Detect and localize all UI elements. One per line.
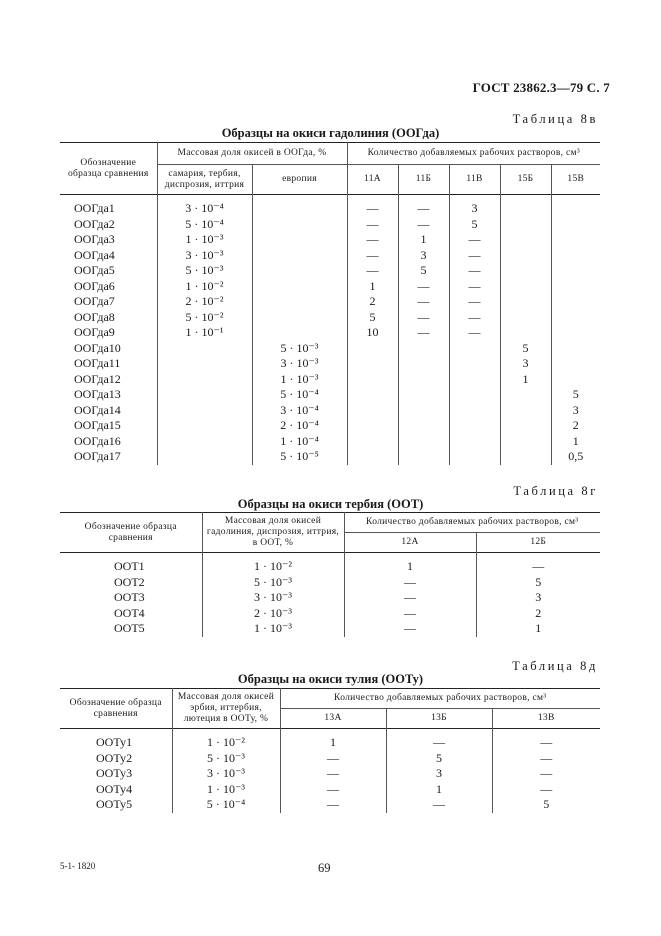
value-cell: 1 · 10⁻² [157,279,252,295]
sample-name-cell: ООГда4 [74,247,115,262]
value-cell [500,387,551,403]
table-row [60,310,600,326]
value-cell: 5 [500,341,551,357]
value-cell [500,325,551,341]
value-cell [398,449,449,465]
sample-name-cell: ООГда7 [74,294,115,308]
value-cell: 3 · 10⁻⁴ [157,201,252,217]
value-cell: 3 [500,356,551,372]
value-cell: 0,5 [551,449,600,465]
value-cell: — [476,559,600,575]
value-cell: 1 · 10⁻³ [202,621,344,637]
table-row [60,797,600,813]
value-cell [347,449,398,465]
sample-name-cell: ООТ2 [114,574,145,589]
table-8d-label: Таблица 8д [512,659,598,673]
col-head-solution: 12Б [476,533,600,553]
value-cell [157,372,252,388]
value-cell [551,310,600,326]
table-row [60,403,600,419]
value-cell: — [449,294,500,310]
value-cell: 1 [386,782,492,798]
value-cell: 3 · 10⁻³ [157,248,252,264]
value-cell [449,341,500,357]
value-cell [252,325,347,341]
table-row [60,434,600,450]
value-cell: — [280,766,386,782]
value-cell [347,418,398,434]
col-head-qty: Количество добавляемых рабочих растворов, см³ [347,143,600,165]
value-cell [551,294,600,310]
value-cell [157,387,252,403]
value-cell: 1 [500,372,551,388]
value-cell [398,356,449,372]
value-cell [252,294,347,310]
col-head-name: Обозначение образца сравнения [69,697,162,719]
table-row [60,232,600,248]
value-cell: 3 · 10⁻³ [252,356,347,372]
sample-name-cell: ООГда6 [74,278,115,293]
table-8d [60,688,600,813]
table-row [60,782,600,798]
value-cell [398,372,449,388]
value-cell: 5 · 10⁻³ [172,751,280,767]
value-cell: 1 [280,735,386,751]
value-cell: — [398,217,449,233]
value-cell [449,434,500,450]
col-head-mass: Массовая доля окисей в ООГда, % [157,143,347,165]
value-cell [252,201,347,217]
value-cell [551,217,600,233]
table-8d-title: Образцы на окиси тулия (ООТу) [237,672,424,686]
value-cell [500,294,551,310]
table-8g [60,512,600,637]
sample-name-cell: ООГда8 [74,309,115,324]
value-cell [551,356,600,372]
value-cell [157,434,252,450]
value-cell: — [492,751,600,767]
sample-name-cell: ООТу4 [96,781,133,796]
value-cell: 1 · 10⁻³ [157,232,252,248]
table-8d-body [60,729,600,813]
value-cell [449,372,500,388]
value-cell [157,403,252,419]
value-cell [551,201,600,217]
value-cell: — [344,590,476,606]
value-cell [500,449,551,465]
table-8v-title: Образцы на окиси гадолиния (ООГда) [221,126,440,140]
col-head-solution: 11Б [398,165,449,195]
table-row [60,606,600,622]
value-cell [551,325,600,341]
sample-name-cell: ООТ1 [114,559,145,573]
value-cell: — [449,232,500,248]
col-head-solution: 15Б [500,165,551,195]
value-cell: — [344,606,476,622]
value-cell [500,248,551,264]
value-cell [252,263,347,279]
value-cell [347,341,398,357]
col-head-mass: Массовая доля окисей гадолиния, диспрозия, иттрия, в ООТ, % [202,513,344,553]
value-cell: — [398,201,449,217]
value-cell: — [449,310,500,326]
value-cell: 1 · 10⁻² [172,735,280,751]
value-cell: — [280,782,386,798]
table-8g-label: Таблица 8г [513,484,598,498]
value-cell [551,372,600,388]
value-cell: 5 [386,751,492,767]
value-cell: 2 · 10⁻³ [202,606,344,622]
value-cell [252,279,347,295]
table-row [60,263,600,279]
value-cell: — [492,766,600,782]
value-cell: 1 [551,434,600,450]
sample-name-cell: ООГда9 [74,325,115,339]
value-cell: 2 [551,418,600,434]
value-cell [398,341,449,357]
value-cell: 1 · 10⁻³ [252,372,347,388]
sample-name-cell: ООТу3 [96,766,133,780]
value-cell: — [344,621,476,637]
value-cell: 1 · 10⁻⁴ [252,434,347,450]
table-row [60,372,600,388]
value-cell [551,232,600,248]
value-cell: 5 · 10⁻⁴ [252,387,347,403]
value-cell: 1 · 10⁻¹ [157,325,252,341]
sample-name-cell: ООГда14 [74,402,121,417]
value-cell [157,356,252,372]
value-cell: 5 · 10⁻⁴ [172,797,280,813]
value-cell: 2 [347,294,398,310]
value-cell [252,217,347,233]
value-cell [449,356,500,372]
value-cell: — [398,325,449,341]
table-row [60,751,600,767]
value-cell: 3 [449,201,500,217]
value-cell: 5 · 10⁻⁴ [157,217,252,233]
value-cell: 3 [476,590,600,606]
value-cell [449,449,500,465]
value-cell [551,341,600,357]
value-cell: — [449,325,500,341]
value-cell: 1 [398,232,449,248]
value-cell: — [280,751,386,767]
value-cell: 1 · 10⁻³ [172,782,280,798]
table-row [60,356,600,372]
value-cell: 1 [476,621,600,637]
table-row [60,590,600,606]
value-cell: 5 [551,387,600,403]
value-cell [252,232,347,248]
table-row [60,575,600,591]
sample-name-cell: ООТ5 [114,621,145,635]
value-cell: 5 [347,310,398,326]
value-cell: 1 [347,279,398,295]
value-cell: 5 · 10⁻³ [202,575,344,591]
table-8v-body [60,195,600,465]
value-cell [252,310,347,326]
value-cell: — [449,263,500,279]
sample-name-cell: ООГда17 [74,449,121,463]
value-cell [347,403,398,419]
value-cell [500,279,551,295]
table-row [60,621,600,637]
sample-name-cell: ООГда15 [74,418,121,432]
table-row [60,449,600,465]
document-header: ГОСТ 23862.3—79 С. 7 [472,80,610,95]
value-cell [500,217,551,233]
value-cell [398,418,449,434]
value-cell: 5 [398,263,449,279]
col-head-solution: 13А [280,709,386,729]
value-cell [449,418,500,434]
table-row [60,217,600,233]
value-cell: 5 [476,575,600,591]
value-cell [398,403,449,419]
value-cell: 2 [476,606,600,622]
footer-print-code: 5-1- 1820 [60,861,96,871]
sample-name-cell: ООГда11 [74,356,121,370]
value-cell: — [347,201,398,217]
col-head-solution: 11В [449,165,500,195]
value-cell: — [347,217,398,233]
value-cell: — [398,310,449,326]
table-row [60,418,600,434]
value-cell [500,434,551,450]
table-row [60,201,600,217]
value-cell: — [449,248,500,264]
col-head-qty: Количество добавляемых рабочих растворов, см³ [344,513,600,533]
value-cell: — [386,797,492,813]
value-cell: 5 · 10⁻³ [252,341,347,357]
value-cell [500,232,551,248]
col-head-mass-b: европия [252,165,347,195]
value-cell: — [347,232,398,248]
col-head-qty: Количество добавляемых рабочих растворов, см³ [280,689,600,709]
value-cell [252,248,347,264]
value-cell: — [398,294,449,310]
value-cell [449,403,500,419]
sample-name-cell: ООГда2 [74,216,115,231]
value-cell: 5 · 10⁻⁵ [252,449,347,465]
sample-name-cell: ООГда1 [74,201,115,215]
value-cell [347,356,398,372]
value-cell: 5 · 10⁻² [157,310,252,326]
col-head-solution: 13Б [386,709,492,729]
col-head-solution: 13В [492,709,600,729]
value-cell: — [280,797,386,813]
value-cell: — [386,735,492,751]
table-row [60,387,600,403]
value-cell [398,434,449,450]
value-cell [347,372,398,388]
value-cell: 1 [344,559,476,575]
col-head-name: Обозначение образца сравнения [67,157,149,179]
page-number: 69 [318,861,331,875]
value-cell: — [347,248,398,264]
value-cell: — [398,279,449,295]
value-cell [551,263,600,279]
value-cell: 5 [449,217,500,233]
table-row [60,341,600,357]
value-cell: 2 · 10⁻² [157,294,252,310]
sample-name-cell: ООГда12 [74,371,121,386]
value-cell: 3 [551,403,600,419]
value-cell: 3 · 10⁻⁴ [252,403,347,419]
table-row [60,325,600,341]
sample-name-cell: ООГда13 [74,387,121,401]
value-cell [347,387,398,403]
value-cell: 3 · 10⁻³ [172,766,280,782]
table-row [60,559,600,575]
col-head-name: Обозначение образца сравнения [84,521,177,543]
table-row [60,279,600,295]
table-8g-body [60,553,600,637]
value-cell [551,279,600,295]
sample-name-cell: ООГда10 [74,340,121,355]
value-cell: 5 [492,797,600,813]
value-cell: 5 · 10⁻³ [157,263,252,279]
value-cell: — [449,279,500,295]
value-cell [500,403,551,419]
value-cell [347,434,398,450]
value-cell [398,387,449,403]
sample-name-cell: ООГда3 [74,232,115,246]
value-cell [500,201,551,217]
table-row [60,735,600,751]
sample-name-cell: ООТ3 [114,590,145,604]
col-head-mass-a: самария, тербия, диспрозия, иттрия [157,165,252,195]
value-cell [157,341,252,357]
col-head-solution: 12А [344,533,476,553]
table-row [60,248,600,264]
value-cell [449,387,500,403]
col-head-solution: 15В [551,165,600,195]
value-cell: 3 [398,248,449,264]
value-cell [500,263,551,279]
value-cell [500,418,551,434]
table-8g-title: Образцы на окиси тербия (ООТ) [237,497,424,511]
value-cell: — [344,575,476,591]
table-row [60,294,600,310]
col-head-solution: 11А [347,165,398,195]
value-cell: 3 [386,766,492,782]
value-cell: — [347,263,398,279]
value-cell: 10 [347,325,398,341]
table-8v-label: Таблица 8в [512,112,598,126]
value-cell: 1 · 10⁻² [202,559,344,575]
sample-name-cell: ООТу5 [96,797,133,811]
sample-name-cell: ООТ4 [114,605,145,620]
value-cell: 3 · 10⁻³ [202,590,344,606]
value-cell [500,310,551,326]
value-cell: — [492,782,600,798]
sample-name-cell: ООГда16 [74,433,121,448]
table-row [60,766,600,782]
value-cell: — [492,735,600,751]
sample-name-cell: ООТу1 [96,735,133,749]
value-cell: 2 · 10⁻⁴ [252,418,347,434]
sample-name-cell: ООГда5 [74,263,115,277]
value-cell [157,418,252,434]
table-8v [60,142,600,465]
col-head-mass: Массовая доля окисей эрбия, иттербия, лютеция в ООТу, % [172,689,280,729]
value-cell [157,449,252,465]
value-cell [551,248,600,264]
sample-name-cell: ООТу2 [96,750,133,765]
